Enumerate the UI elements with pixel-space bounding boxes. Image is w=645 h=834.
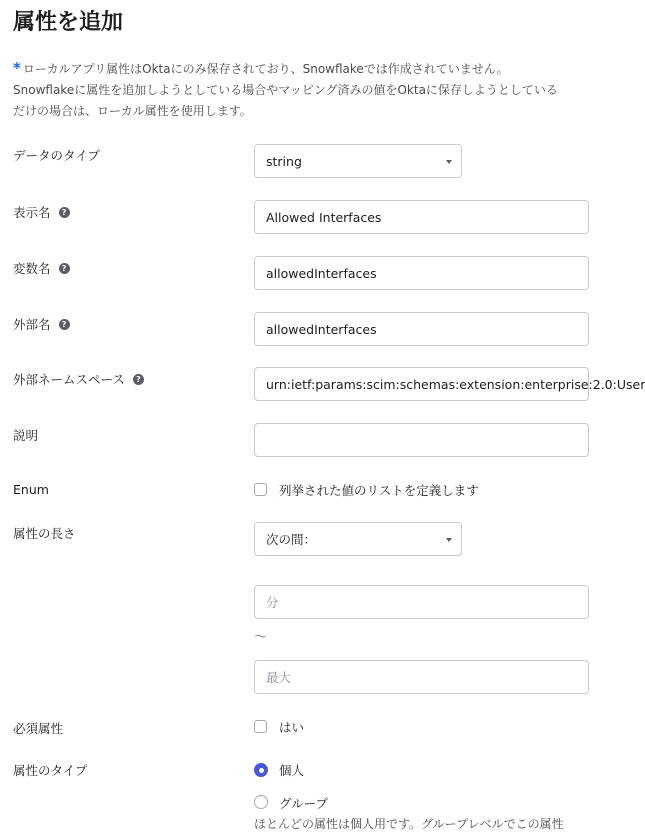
radio-personal[interactable] (254, 763, 268, 777)
caret-down-icon (446, 538, 452, 542)
data-type-label: データのタイプ (13, 148, 100, 163)
radio-group[interactable] (254, 795, 268, 809)
description-input[interactable] (254, 423, 589, 457)
variable-name-input[interactable]: allowedInterfaces (254, 256, 589, 290)
data-type-select[interactable]: string (254, 144, 462, 178)
attribute-length-select[interactable]: 次の間： (254, 522, 462, 556)
attribute-length-label: 属性の長さ (13, 526, 76, 541)
required-label: 必須属性 (13, 721, 64, 736)
min-length-input[interactable]: 分 (254, 585, 589, 619)
enum-checkbox-label[interactable]: 列挙された値のリストを定義します (279, 483, 479, 498)
external-namespace-label: 外部ネームスペース ? (13, 370, 144, 388)
display-name-input[interactable]: Allowed Interfaces (254, 200, 589, 234)
enum-label: Enum (13, 482, 49, 497)
external-name-input[interactable]: allowedInterfaces (254, 312, 589, 346)
description-label: 説明 (13, 428, 39, 443)
external-name-label: 外部名 ? (13, 315, 70, 333)
required-checkbox[interactable] (254, 720, 267, 733)
page-title: 属性を追加 (13, 10, 124, 35)
radio-personal-label[interactable]: 個人 (279, 763, 305, 778)
caret-down-icon (446, 160, 452, 164)
help-circle-icon[interactable]: ? (59, 319, 70, 330)
radio-group-label[interactable]: グループ (279, 796, 329, 811)
variable-name-label: 変数名 ? (13, 259, 70, 277)
attribute-type-note: ほとんどの属性は個人用です。グループレベルでこの属性 (254, 817, 564, 831)
max-length-input[interactable]: 最大 (254, 660, 589, 694)
enum-checkbox[interactable] (254, 483, 267, 496)
attribute-type-label: 属性のタイプ (13, 763, 88, 778)
display-name-label: 表示名 ? (13, 203, 70, 221)
help-circle-icon[interactable]: ? (59, 263, 70, 274)
help-circle-icon[interactable]: ? (133, 374, 144, 385)
help-circle-icon[interactable]: ? (59, 207, 70, 218)
range-separator: 〜 (254, 630, 268, 645)
required-checkbox-label[interactable]: はい (279, 720, 305, 735)
asterisk-icon: * (13, 59, 21, 77)
info-text: * ローカルアプリ属性はOktaにのみ保存されており、Snowflakeでは作成されていません。 Snowflakeに属性を追加しようとしている場合やマッピング済みの値をOktaに保存しようとしている だけの場合は、ローカル属性を使用します。 (13, 59, 558, 118)
external-namespace-input[interactable]: urn:ietf:params:scim:schemas:extension:enterprise:2.0:User (254, 367, 589, 401)
